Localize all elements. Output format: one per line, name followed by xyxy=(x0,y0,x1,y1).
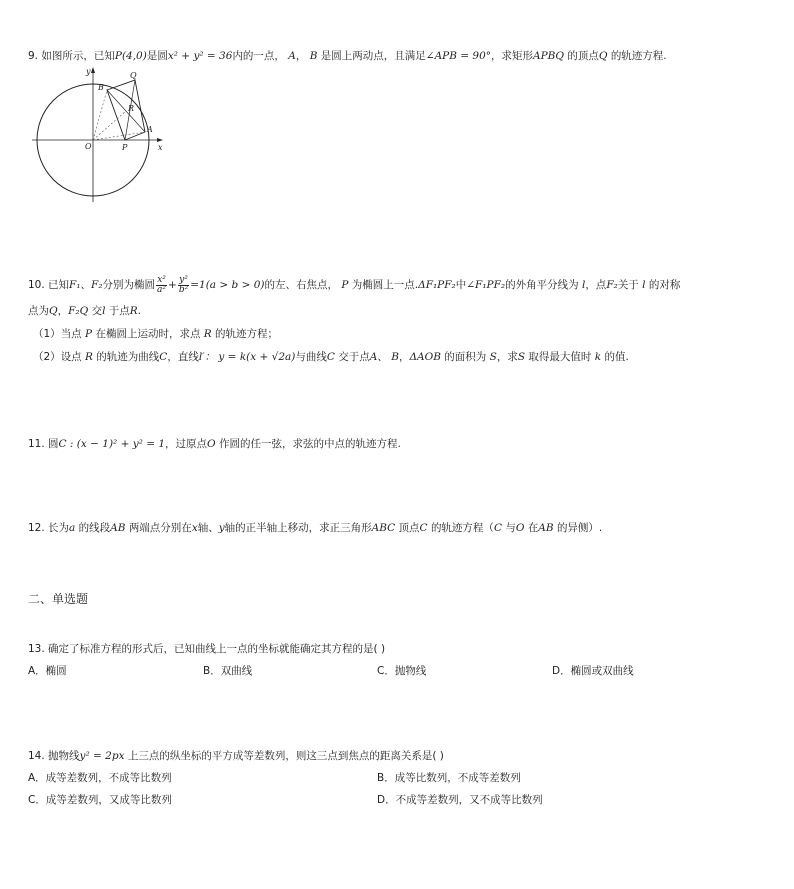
question-10-part-1: （1）当点 P 在椭圆上运动时，求点 R 的轨迹方程； xyxy=(33,328,279,340)
question-number: 12. xyxy=(28,522,45,534)
question-13-option-b: B．双曲线 xyxy=(203,665,253,677)
question-10-part-2: （2）设点 R 的轨迹为曲线C，直线l′： y = k(x + √2a)与曲线C 交于点A、 B，ΔAOB 的面积为 S，求S 取得最大值时 k 的值. xyxy=(33,351,629,363)
label-b: B xyxy=(98,83,104,92)
label-o: O xyxy=(85,142,92,151)
rectangle-apbq xyxy=(107,80,145,140)
fraction-y-over-b: $\frac{\text{y²}}{\text{b²}}$ xyxy=(178,274,189,295)
question-13-option-a: A．椭圆 xyxy=(28,665,67,677)
label-q: Q xyxy=(130,71,137,80)
question-number: 10. xyxy=(28,279,45,291)
label-p: P xyxy=(122,143,128,152)
question-14-option-b: B．成等比数列，不成等差数列 xyxy=(377,772,521,784)
x-axis-arrow xyxy=(157,138,163,142)
label-a: A xyxy=(147,125,153,134)
question-number: 14. xyxy=(28,750,45,762)
question-9-figure xyxy=(30,64,170,204)
label-y: y xyxy=(86,67,91,76)
question-13-option-d: D．椭圆或双曲线 xyxy=(552,665,634,677)
question-number: 9. xyxy=(28,50,39,62)
fraction-x-over-a: $\frac{\text{x²}}{\text{a²}}$ xyxy=(157,274,167,295)
question-9-stem: 9. 如图所示，已知P(4,0)是圆x² + y² = 36内的一点， A， B 是圆上两动点，且满足∠APB = 90°，求矩形APBQ 的顶点Q 的轨迹方程. xyxy=(28,50,667,62)
segment-oa xyxy=(93,132,145,140)
question-14-option-d: D．不成等差数列，又不成等比数列 xyxy=(377,794,543,806)
section-heading: 二、单选题 xyxy=(28,592,89,606)
question-13-option-c: C．抛物线 xyxy=(377,665,427,677)
question-11-stem: 11. 圆C : (x − 1)² + y² = 1，过原点O 作圆的任一弦，求弦的中点的轨迹方程. xyxy=(28,438,401,450)
segment-ob xyxy=(93,90,107,140)
question-14-option-a: A．成等差数列，不成等比数列 xyxy=(28,772,172,784)
question-number: 13. xyxy=(28,643,45,655)
label-r: R xyxy=(128,104,135,113)
question-14-option-c: C．成等差数列，又成等比数列 xyxy=(28,794,172,806)
question-10-stem-line1: 10. 已知F₁、F₂分别为椭圆 $\frac{\text{x²}}{\text{a²}}$ + $\frac{\text{y²}}{\text{b²}}$ =1(a > b > 0)的左、右焦点， P 为椭圆上一点.ΔF₁PF₂中∠F₁PF₂的外角平分线为 l，点F₂关于 l 的对称 xyxy=(28,274,681,295)
question-12-stem: 12. 长为a 的线段AB 两端点分别在x轴、y轴的正半轴上移动，求正三角形ABC 顶点C 的轨迹方程（C 与O 在AB 的异侧）. xyxy=(28,522,603,534)
question-13-stem: 13. 确定了标准方程的形式后，已知曲线上一点的坐标就能确定其方程的是( ) xyxy=(28,643,386,655)
question-10-stem-line2: 点为Q，F₂Q 交l 于点R. xyxy=(28,305,142,317)
question-14-stem: 14. 抛物线y² = 2px 上三点的纵坐标的平方成等差数列，则这三点到焦点的距离关系是( ) xyxy=(28,750,444,762)
y-axis-arrow xyxy=(91,67,95,73)
label-x: x xyxy=(158,143,163,152)
question-number: 11. xyxy=(28,438,45,450)
